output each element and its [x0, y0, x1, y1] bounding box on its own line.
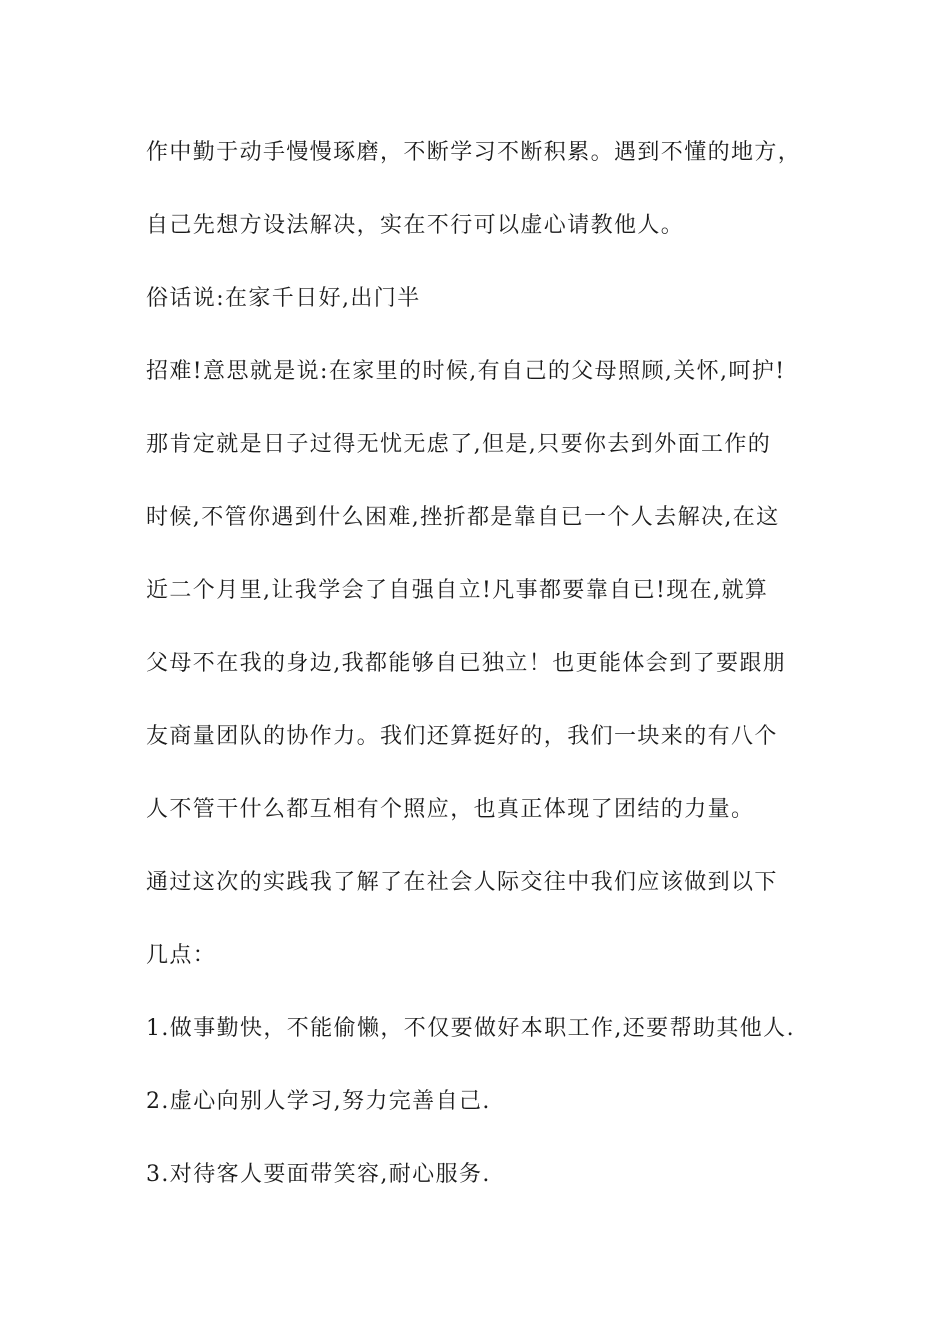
text-line: 自己先想方设法解决，实在不行可以虚心请教他人。	[146, 213, 685, 238]
text-line: 父母不在我的身边,我都能够自已独立！也更能体会到了要跟朋	[146, 651, 787, 676]
text-line: 通过这次的实践我了解了在社会人际交往中我们应该做到以下	[146, 870, 778, 895]
text-line: 近二个月里,让我学会了自强自立!凡事都要靠自已!现在,就算	[146, 578, 769, 603]
text-line: 几点：	[146, 943, 217, 968]
list-item: 3.对待客人要面带笑容,耐心服务.	[146, 1162, 491, 1187]
text-line: 俗话说:在家千日好,出门半	[146, 286, 421, 311]
text-line: 作中勤于动手慢慢琢磨，不断学习不断积累。遇到不懂的地方，	[146, 140, 802, 165]
list-item: 2.虚心向别人学习,努力完善自己.	[146, 1089, 491, 1114]
text-line: 友商量团队的协作力。我们还算挺好的，我们一块来的有八个	[146, 724, 778, 749]
text-line: 人不管干什么都互相有个照应，也真正体现了团结的力量。	[146, 797, 755, 822]
list-item: 1.做事勤快，不能偷懒，不仅要做好本职工作,还要帮助其他人.	[146, 1016, 795, 1041]
text-line: 那肯定就是日子过得无忧无虑了,但是,只要你去到外面工作的	[146, 432, 772, 457]
text-line: 时候,不管你遇到什么困难,挫折都是靠自已一个人去解决,在这	[146, 505, 780, 530]
text-line: 招难!意思就是说:在家里的时候,有自己的父母照顾,关怀,呵护!	[146, 359, 786, 384]
